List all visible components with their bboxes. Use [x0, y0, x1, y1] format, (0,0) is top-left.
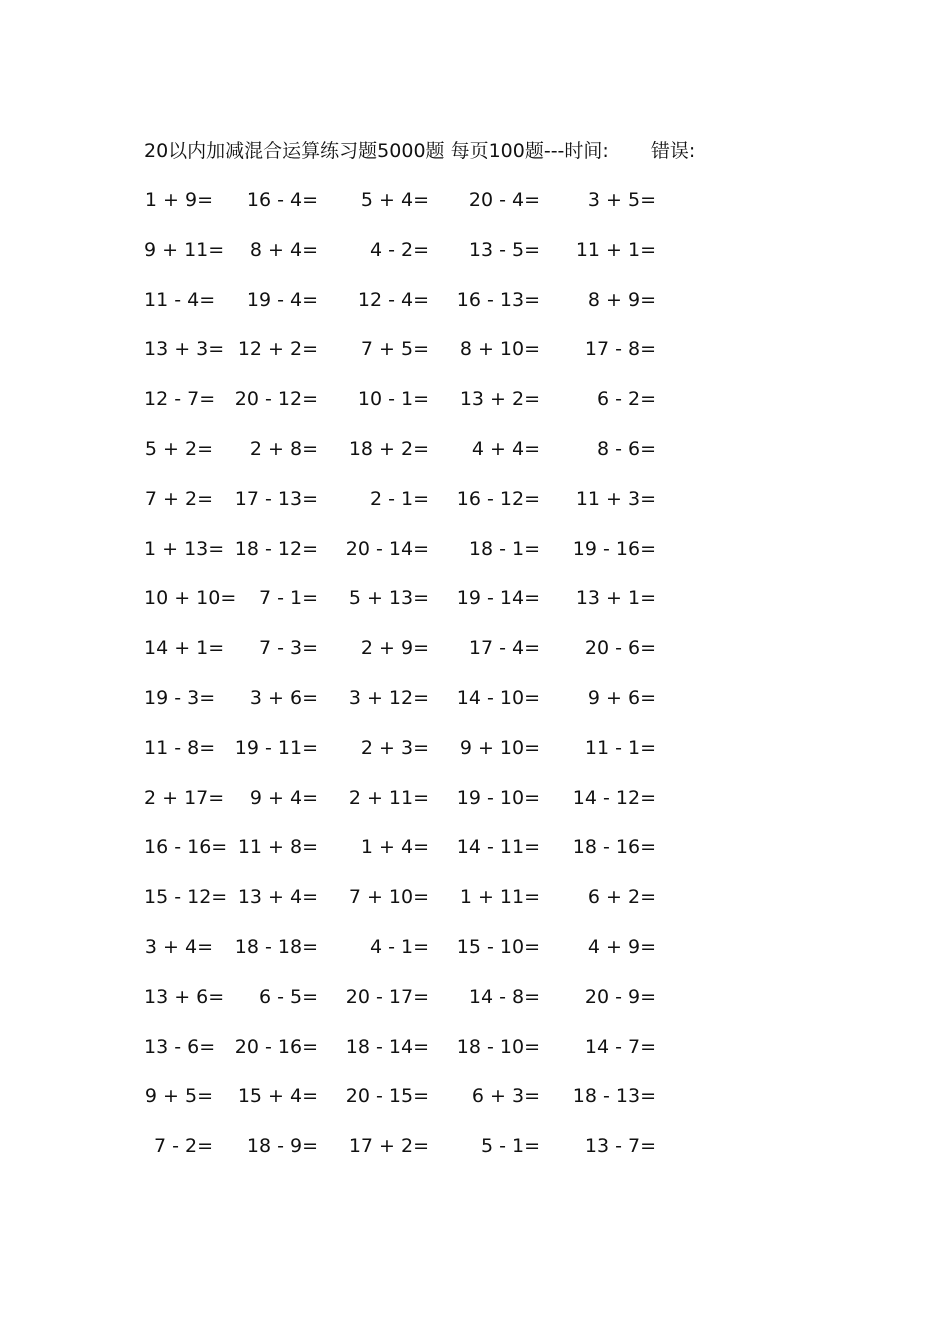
problem-item: 20 - 12=: [234, 388, 318, 411]
problem-row: [144, 1032, 684, 1082]
problem-item: 16 - 12=: [456, 487, 540, 510]
problem-row: [144, 1081, 684, 1131]
problem-item: 7 - 2=: [153, 1135, 213, 1158]
problem-item: 18 - 1=: [468, 537, 540, 560]
worksheet-title: 20以内加减混合运算练习题5000题 每页100题---时间:: [144, 140, 609, 162]
problem-item: 17 + 2=: [348, 1135, 429, 1158]
problem-item: 16 - 16=: [144, 836, 228, 859]
problem-item: 14 - 7=: [584, 1035, 656, 1058]
problem-item: 11 - 1=: [584, 736, 656, 759]
problem-row: [144, 583, 684, 633]
problem-row: [144, 484, 684, 534]
problem-row: [144, 932, 684, 982]
problem-item: 9 + 11=: [144, 238, 225, 261]
problem-item: 18 - 9=: [246, 1135, 318, 1158]
problem-item: 9 + 4=: [249, 786, 318, 809]
problem-item: 7 + 5=: [360, 338, 429, 361]
worksheet-header: [144, 137, 695, 165]
problem-row: [144, 633, 684, 683]
problem-item: 4 - 2=: [369, 238, 429, 261]
problem-row: [144, 185, 684, 235]
problem-row: [144, 235, 684, 285]
problem-item: 13 - 5=: [468, 238, 540, 261]
problem-item: 5 - 1=: [480, 1135, 540, 1158]
problem-item: 11 + 8=: [237, 836, 318, 859]
problem-item: 2 + 3=: [360, 736, 429, 759]
problem-item: 6 + 3=: [471, 1085, 540, 1108]
problem-item: 7 - 1=: [258, 587, 318, 610]
problem-item: 8 + 4=: [249, 238, 318, 261]
problem-item: 20 - 4=: [468, 189, 540, 211]
problem-item: 10 - 1=: [357, 388, 429, 411]
problem-item: 7 + 10=: [348, 886, 429, 909]
problem-item: 19 - 16=: [572, 537, 656, 560]
problem-row: [144, 384, 684, 434]
problem-item: 11 + 1=: [575, 238, 656, 261]
problem-item: 5 + 4=: [360, 189, 429, 211]
problem-item: 4 + 9=: [587, 935, 656, 958]
problem-item: 15 + 4=: [237, 1085, 318, 1108]
problem-item: 18 - 13=: [572, 1085, 656, 1108]
problem-item: 13 + 4=: [237, 886, 318, 909]
problem-item: 20 - 14=: [345, 537, 429, 560]
problem-item: 12 + 2=: [237, 338, 318, 361]
problem-item: 13 - 7=: [584, 1135, 656, 1158]
problem-row: [144, 334, 684, 384]
problem-item: 20 - 16=: [234, 1035, 318, 1058]
problem-item: 2 + 9=: [360, 637, 429, 660]
problem-item: 2 + 11=: [348, 786, 429, 809]
problem-item: 17 - 4=: [468, 637, 540, 660]
problem-item: 5 + 13=: [348, 587, 429, 610]
problem-item: 2 - 1=: [369, 487, 429, 510]
problem-row: [144, 434, 684, 484]
problem-item: 14 - 11=: [456, 836, 540, 859]
problem-item: 1 + 11=: [459, 886, 540, 909]
problem-item: 3 + 5=: [587, 189, 656, 211]
problem-item: 19 - 11=: [234, 736, 318, 759]
problem-item: 4 + 4=: [471, 437, 540, 460]
problem-item: 12 - 7=: [144, 388, 216, 411]
problem-item: 7 - 3=: [258, 637, 318, 660]
problem-item: 11 - 4=: [144, 288, 216, 311]
problem-item: 20 - 9=: [584, 985, 656, 1008]
problem-item: 18 - 14=: [345, 1035, 429, 1058]
problem-item: 11 + 3=: [575, 487, 656, 510]
problem-item: 20 - 17=: [345, 985, 429, 1008]
problem-item: 11 - 8=: [144, 736, 216, 759]
problem-item: 6 - 5=: [258, 985, 318, 1008]
problem-item: 19 - 3=: [144, 686, 216, 709]
problem-item: 5 + 2=: [144, 437, 213, 460]
problem-item: 20 - 6=: [584, 637, 656, 660]
problem-item: 19 - 10=: [456, 786, 540, 809]
problem-item: 13 + 2=: [459, 388, 540, 411]
problem-item: 13 + 3=: [144, 338, 225, 361]
problem-row: [144, 285, 684, 335]
problem-item: 8 - 6=: [596, 437, 656, 460]
problem-item: 3 + 6=: [249, 686, 318, 709]
problem-row: [144, 783, 684, 833]
problem-item: 18 - 12=: [234, 537, 318, 560]
problem-item: 3 + 12=: [348, 686, 429, 709]
problem-item: 1 + 13=: [144, 537, 225, 560]
problem-item: 3 + 4=: [144, 935, 213, 958]
problem-item: 9 + 10=: [459, 736, 540, 759]
problem-item: 13 - 6=: [144, 1035, 216, 1058]
problem-item: 14 - 12=: [572, 786, 656, 809]
problem-item: 18 + 2=: [348, 437, 429, 460]
problem-item: 18 - 10=: [456, 1035, 540, 1058]
problem-item: 16 - 4=: [246, 189, 318, 211]
problem-item: 18 - 18=: [234, 935, 318, 958]
problem-item: 14 + 1=: [144, 637, 225, 660]
problem-item: 19 - 14=: [456, 587, 540, 610]
problem-item: 13 + 6=: [144, 985, 225, 1008]
problem-row: [144, 832, 684, 882]
problem-item: 2 + 17=: [144, 786, 225, 809]
problem-item: 15 - 12=: [144, 886, 228, 909]
problem-row: [144, 982, 684, 1032]
problem-item: 12 - 4=: [357, 288, 429, 311]
problem-row: [144, 733, 684, 783]
problem-item: 14 - 10=: [456, 686, 540, 709]
problem-row: [144, 1131, 684, 1181]
problem-row: [144, 683, 684, 733]
problem-item: 9 + 6=: [587, 686, 656, 709]
problem-item: 10 + 10=: [144, 587, 237, 610]
errors-label: 错误:: [650, 140, 696, 162]
problem-item: 8 + 9=: [587, 288, 656, 311]
problem-item: 6 + 2=: [587, 886, 656, 909]
problem-item: 19 - 4=: [246, 288, 318, 311]
problem-item: 1 + 9=: [144, 189, 213, 211]
problem-item: 18 - 16=: [572, 836, 656, 859]
problem-item: 2 + 8=: [249, 437, 318, 460]
problem-item: 13 + 1=: [575, 587, 656, 610]
problem-item: 14 - 8=: [468, 985, 540, 1008]
problem-row: [144, 882, 684, 932]
problem-item: 17 - 8=: [584, 338, 656, 361]
problem-item: 4 - 1=: [369, 935, 429, 958]
problem-item: 6 - 2=: [596, 388, 656, 411]
problem-item: 8 + 10=: [459, 338, 540, 361]
problem-row: [144, 534, 684, 584]
problem-item: 16 - 13=: [456, 288, 540, 311]
problem-item: 15 - 10=: [456, 935, 540, 958]
problem-item: 9 + 5=: [144, 1085, 213, 1108]
problem-item: 17 - 13=: [234, 487, 318, 510]
problem-grid: [144, 185, 684, 1181]
problem-item: 1 + 4=: [360, 836, 429, 859]
problem-item: 20 - 15=: [345, 1085, 429, 1108]
problem-item: 7 + 2=: [144, 487, 213, 510]
